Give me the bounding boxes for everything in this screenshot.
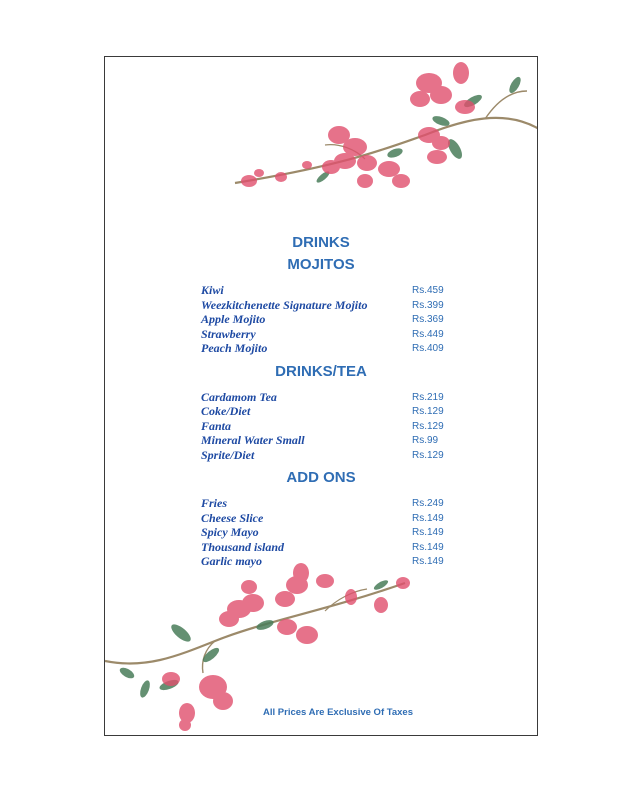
item-name: Mineral Water Small <box>201 433 305 447</box>
item-name: Garlic mayo <box>201 554 262 568</box>
menu-item <box>105 540 537 555</box>
menu-title: DRINKS <box>292 234 350 251</box>
item-name: Spicy Mayo <box>201 525 259 539</box>
item-price: Rs.129 <box>412 420 444 432</box>
menu-item <box>105 327 537 342</box>
menu-item <box>105 419 537 434</box>
item-price: Rs.449 <box>412 328 444 340</box>
menu-item <box>105 341 537 356</box>
menu-item <box>105 525 537 540</box>
section-title-add-ons: ADD ONS <box>286 469 356 486</box>
item-price: Rs.149 <box>412 541 444 553</box>
menu-item <box>105 283 537 298</box>
menu-item <box>105 496 537 511</box>
item-price: Rs.149 <box>412 556 444 567</box>
item-price: Rs.99 <box>412 435 439 446</box>
item-price: Rs.409 <box>412 343 444 354</box>
item-name: Apple Mojito <box>201 312 266 326</box>
item-name: Fanta <box>201 418 232 433</box>
menu-item <box>105 312 537 327</box>
add-ons-section <box>105 468 537 569</box>
menu-item <box>105 448 537 463</box>
item-name: Peach Mojito <box>201 341 268 355</box>
menu-item <box>105 404 537 419</box>
item-price: Rs.459 <box>412 285 444 296</box>
menu-item <box>105 298 537 313</box>
item-price: Rs.129 <box>412 449 444 461</box>
item-price: Rs.219 <box>412 391 444 403</box>
menu-item <box>105 433 537 448</box>
menu-page <box>104 56 538 736</box>
section-title-drinks-tea: DRINKS/TEA <box>275 362 367 380</box>
menu-item <box>105 511 537 526</box>
item-name: Fries <box>201 496 228 510</box>
flower-branch-top-illustration <box>215 57 538 217</box>
item-name: Kiwi <box>201 283 224 297</box>
item-price: Rs.149 <box>412 527 444 538</box>
item-price: Rs.399 <box>412 299 444 311</box>
item-name: Coke/Diet <box>201 404 251 418</box>
item-name: Thousand island <box>201 539 285 554</box>
item-name: Weezkitchenette Signature Mojito <box>201 297 368 312</box>
tax-disclaimer: All Prices Are Exclusive Of Taxes <box>263 707 413 718</box>
item-price: Rs.129 <box>412 406 444 417</box>
item-name: Sprite/Diet <box>201 447 255 462</box>
item-price: Rs.149 <box>412 512 444 524</box>
drinks-tea-section <box>105 362 537 463</box>
item-name: Strawberry <box>201 326 256 341</box>
section-title-mojitos: MOJITOS <box>287 256 355 273</box>
item-name: Cheese Slice <box>201 510 264 525</box>
item-name: Cardamom Tea <box>201 389 277 404</box>
item-price: Rs.249 <box>412 498 444 509</box>
menu-item <box>105 390 537 405</box>
menu-content <box>105 233 537 569</box>
item-price: Rs.369 <box>412 314 444 325</box>
mojitos-section <box>105 255 537 356</box>
